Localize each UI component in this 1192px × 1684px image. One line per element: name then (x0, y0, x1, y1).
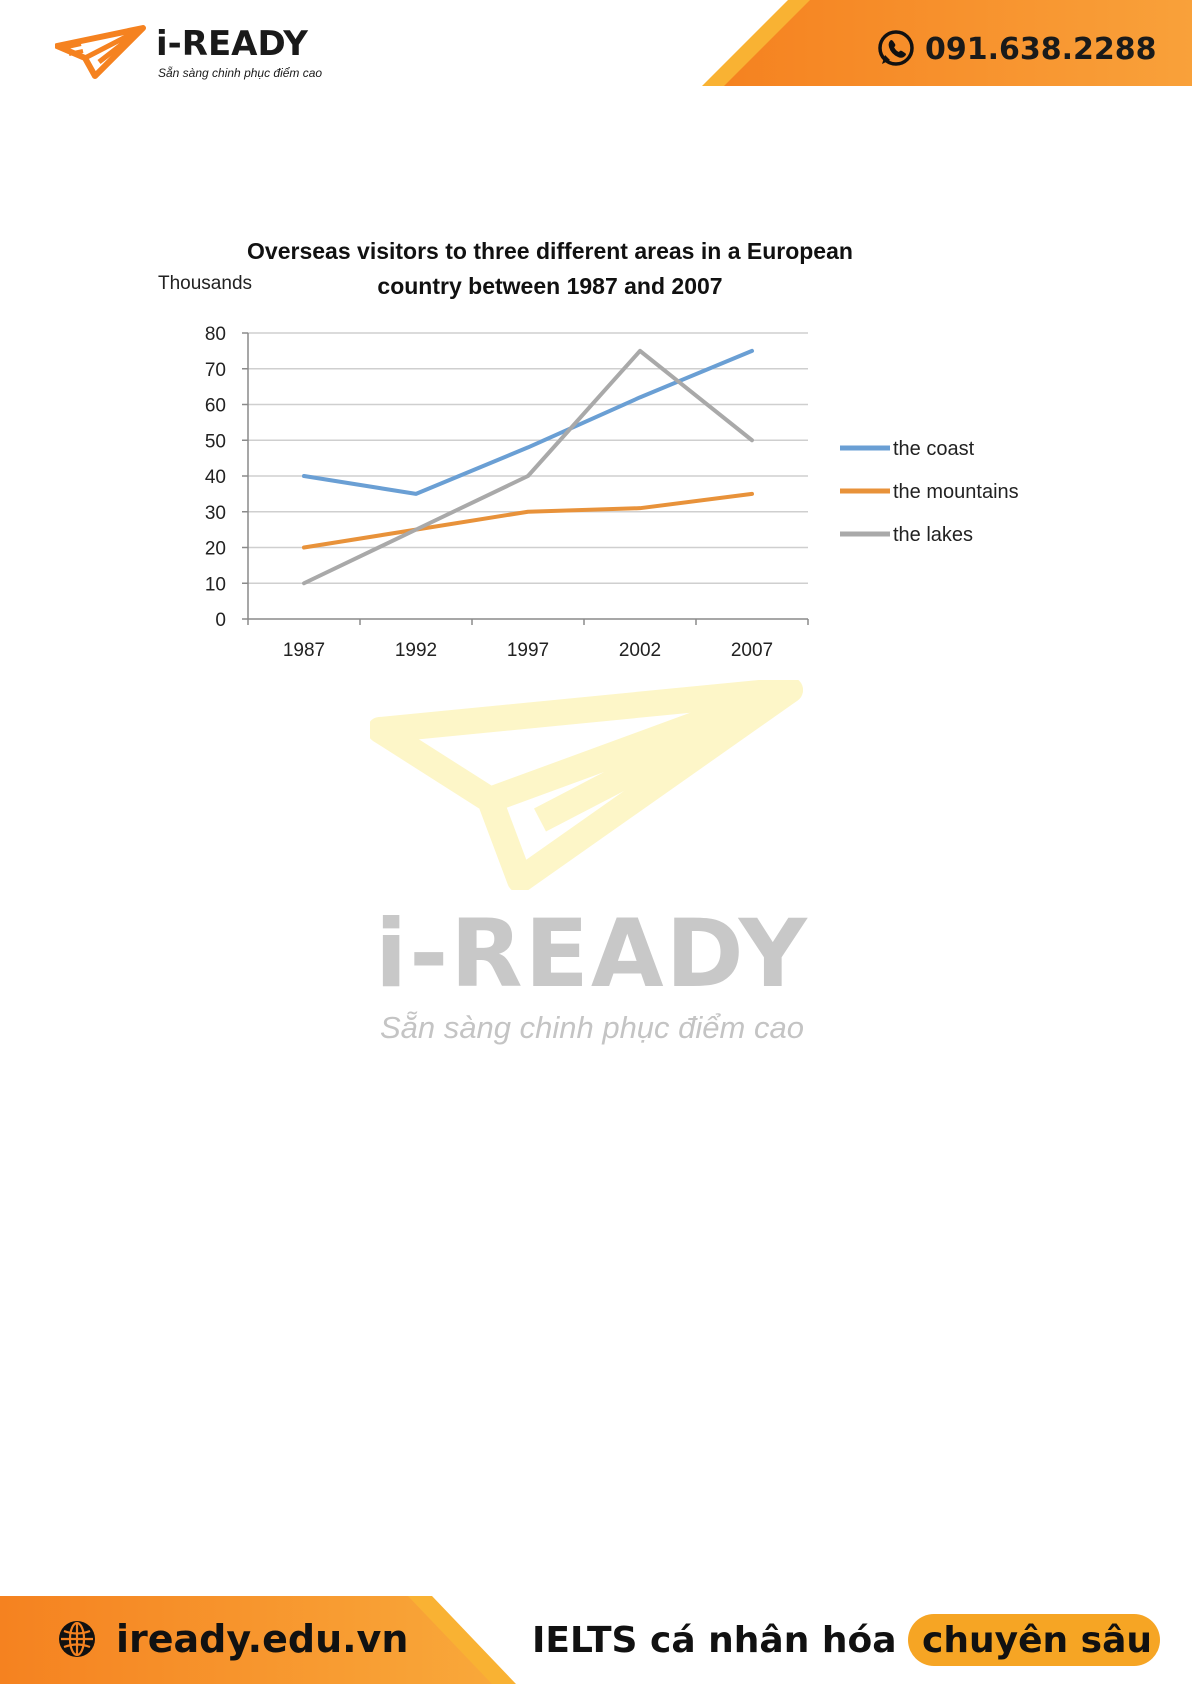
y-tick-label: 80 (204, 324, 226, 345)
y-tick-label: 0 (215, 610, 226, 631)
x-tick-label: 2007 (730, 640, 774, 661)
x-tick-label: 1992 (394, 640, 438, 661)
y-tick-label: 50 (204, 431, 226, 453)
y-tick-label: 40 (204, 467, 226, 488)
y-tick-label: 30 (204, 502, 226, 524)
y-tick-label: 60 (204, 395, 226, 417)
series-line-the-lakes (304, 351, 752, 583)
page-footer (0, 1596, 1192, 1684)
website-link[interactable]: iready.edu.vn (116, 1617, 409, 1661)
watermark-brand-name: i-READY (375, 900, 809, 1009)
chart-legend (840, 438, 1019, 546)
x-tick-label: 1987 (282, 640, 326, 661)
slogan-highlight-text: chuyên sâu (922, 1620, 1152, 1661)
y-tick-label: 10 (204, 574, 226, 596)
chart-title-line2: country between 1987 and 2007 (377, 273, 723, 299)
legend-label: the lakes (893, 524, 974, 546)
x-tick-label: 1997 (506, 640, 550, 661)
brand-tagline: Sẵn sàng chinh phục điểm cao (158, 66, 323, 80)
chart-series (304, 351, 752, 583)
watermark-plane-icon (370, 680, 810, 890)
chart-axes (205, 324, 808, 661)
watermark-tagline: Sẵn sàng chinh phục điểm cao (380, 1010, 804, 1045)
slogan-text: IELTS cá nhân hóa (532, 1620, 897, 1661)
line-chart (0, 0, 1192, 700)
series-line-the-coast (304, 351, 752, 494)
y-tick-label: 20 (204, 538, 226, 560)
legend-label: the mountains (893, 481, 1019, 503)
series-line-the-mountains (304, 494, 752, 548)
y-tick-label: 70 (204, 359, 226, 381)
x-tick-label: 2002 (618, 640, 662, 661)
chart-gridlines (248, 333, 808, 583)
globe-icon (56, 1618, 98, 1660)
phone-number[interactable]: 091.638.2288 (925, 32, 1157, 67)
legend-label: the coast (893, 438, 975, 460)
y-axis-label: Thousands (158, 273, 253, 294)
brand-name: i-READY (156, 24, 308, 64)
chart-title-line1: Overseas visitors to three different areas in a European (247, 238, 853, 264)
